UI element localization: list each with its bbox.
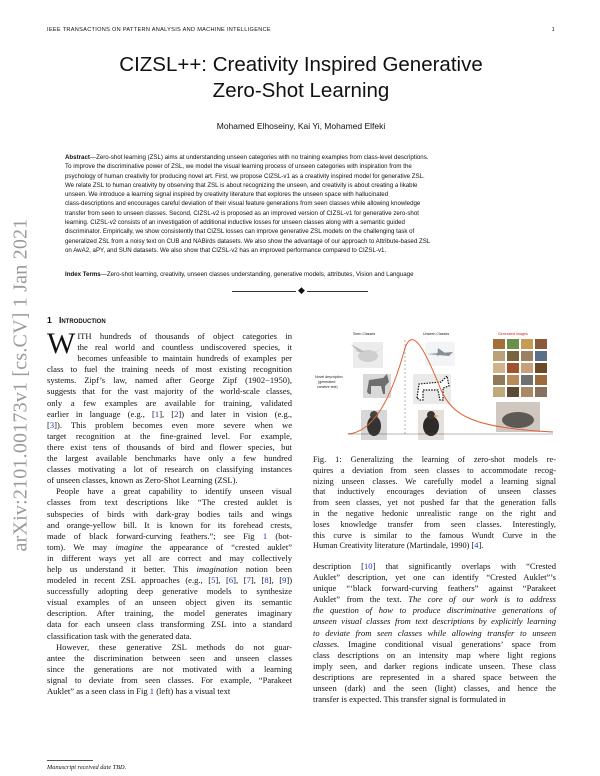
body-text-line: signal to deviate from seen classes. For example, “Parakeet	[47, 674, 292, 685]
body-text-line: Auklet” as a seen class in Fig 1 (left) has a visual text	[47, 686, 231, 696]
body-text-line: Auklet” description, yet one can identify “Crested Auklet”’s	[313, 572, 556, 583]
caption-line: this curve is similar to the famous Wundt Curve in the	[313, 530, 556, 540]
body-text-line: to deviate from seen classes while allowing transfer to unseen	[313, 627, 556, 638]
abstract-line: generalized ZSL from a noisy text on CUB and NABirds datasets. We also show the advantage of our approach to Attribute-based ZSL	[65, 237, 431, 245]
running-head	[47, 27, 555, 33]
body-text-line: systems. Zipf’s law, named after George Zipf (1902−1950),	[47, 375, 292, 386]
body-text-line: of unseen classes, known as Zero-Shot Learning (ZSL).	[47, 475, 238, 486]
caption-line: in the negative hedonic unrealistic range on the right and	[313, 508, 556, 518]
abstract-line: transfer from seen to unseen classes. Second, CIZSL-v2 is proposed as an improved version of CIZSL-v1 for generative zero-shot	[65, 209, 419, 217]
body-text-line: unseen (dark) and the seen (light) classes, and hence the	[313, 683, 556, 694]
left-column	[47, 327, 293, 697]
bird-image-seen-2	[361, 410, 387, 440]
abstract	[65, 153, 537, 255]
body-text-line: class descriptions on an intensity map where light regions	[313, 649, 556, 660]
author-list: Mohamed Elhoseiny, Kai Yi, Mohamed Elfeki	[216, 121, 386, 131]
zebra-image	[413, 374, 451, 404]
body-text-line: suggests that for the vast majority of the world-scale classes,	[47, 386, 292, 397]
section-title: Introduction	[58, 315, 106, 325]
bird-image-unseen	[418, 410, 444, 440]
paper-title	[47, 52, 555, 104]
body-text-line: in different ways yet all are correct and may collectively	[47, 552, 292, 563]
body-text-line: becomes unfeasible to maintain hundreds of examples per	[77, 353, 292, 364]
body-text-line: classification task with the generated data.	[47, 630, 192, 641]
body-text-line: descriptions are represented in a shared space between the	[313, 671, 556, 682]
body-text-line: there exist tens of thousands of bird and flower species, but	[47, 441, 292, 452]
abstract-line: psychology of human creativity for producing novel art. First, we propose CIZSL-v1 as a creativity inspired model for generative ZSL.	[65, 172, 425, 180]
title-line-1: CIZSL++: Creativity Inspired Generative	[119, 53, 483, 76]
body-text-line: visual examples of an unseen object given its semantic	[47, 597, 292, 608]
caption-line: Fig. 1: Generalizing the learning of zero-shot models re-	[313, 455, 556, 464]
figure-label-seen: Seen Classes	[353, 332, 376, 336]
body-text-line: the real world and countless undiscovered species, it	[77, 342, 292, 353]
body-text-line: unique “‘black forward-curving feathers” against “Parakeet	[313, 583, 556, 594]
body-text-line: modeled in recent ZSL approaches (e.g., [5], [6], [7], [8], [9])	[47, 575, 293, 586]
abstract-line: To improve the discriminative power of ZSL, we model the visual learning process of unseen categories with inspiration from the	[65, 163, 412, 171]
index-terms-text: —Zero-shot learning, creativity, unseen classes understanding, generative models, attributes, Vision and Language	[100, 271, 414, 278]
caption-line: Human Creativity literature (Martindale, 1990) [4].	[313, 541, 484, 551]
body-text-line: imply seen, and darker regions indicate unseen. These class	[313, 660, 556, 671]
arxiv-stamp	[6, 185, 36, 585]
body-text-line: and orange-yellow bill. It is known for its forehead crests,	[47, 519, 292, 530]
footnote: Manuscript received date TBD.	[47, 764, 127, 771]
body-text-line: antee the discrimination between seen and unseen classes	[47, 652, 292, 663]
abstract-line: Abstract—Zero-shot learning (ZSL) aims at understanding unseen categories with no training examples from class-level descriptions.	[65, 154, 429, 161]
body-text-line: [3]). This problem becomes even more severe when we	[47, 419, 292, 430]
caption-line: nizing unseen classes. We carefully model a learning signal	[313, 476, 556, 486]
generated-image-grid	[493, 339, 547, 397]
body-text-line: the largest available benchmarks have only a few hundred	[47, 453, 292, 464]
body-text-line: help us understand it better. This imagination notion been	[47, 563, 292, 574]
figure-1-graphic	[313, 330, 556, 442]
body-text-line: transfer is expected. This transfer signal is formulated in	[313, 694, 506, 705]
body-text-line: description [10] that significantly overlaps with “Crested	[313, 561, 557, 571]
body-text-line: target recognition at the fine-grained level. For example,	[47, 430, 292, 441]
abstract-line: unseen. We introduce a learning signal inspired by creativity literature that explores the unseen space with hallucinated	[65, 191, 389, 199]
caption-line: quires a deviation from seen classes to accommodate recog-	[313, 465, 556, 475]
section-heading	[47, 315, 106, 325]
abstract-line: on AwA2, aPY, and SUN datasets. We also show that CIZSL-v2 has an improved performance compared to CIZSL-v1.	[65, 246, 387, 254]
horse-image	[363, 374, 391, 398]
body-text-line: successfully adopting deep generative models to synthesize	[47, 586, 292, 597]
figure-label-generated: Generated Images	[498, 332, 528, 336]
caption-line: from seen classes, yet not pushed far that the generation falls	[313, 498, 556, 508]
index-terms-label: Index Terms	[65, 271, 101, 278]
body-text-line: Auklet” from the text. The core of our work is to address	[313, 594, 556, 605]
figure-side-label: creative text)	[317, 385, 338, 389]
abstract-label: Abstract	[65, 154, 90, 161]
page-number: 1	[551, 27, 555, 33]
body-text-line: earlier in language (e.g., [1], [2]) and later in vision (e.g.,	[47, 408, 292, 419]
journal-name: IEEE TRANSACTIONS ON PATTERN ANALYSIS AND MACHINE INTELLIGENCE	[47, 27, 271, 33]
body-text-line: classes from text descriptions like “The crested auklet is	[47, 497, 292, 508]
body-text-line: made of black forward-curving feathers.”; see Fig 1 (bot-	[47, 530, 292, 541]
abstract-line: learning. CIZSL-v2 consists of an investigation of additional inductive losses for unseen classes along with a semantic guided	[65, 219, 405, 227]
body-text-line: classes. Imagine conditional visual generations’ space from	[313, 638, 556, 649]
bird-image-seen-1	[351, 342, 385, 368]
body-text-line: People have a great capability to identify unseen visual	[56, 486, 292, 497]
body-text-line: class to fuel the training needs of most existing recognition	[47, 364, 292, 375]
body-text-line: subspecies of birds with dark-gray bodies tails and wings	[47, 508, 292, 519]
body-text-line: However, these generative ZSL methods do not guar-	[56, 641, 292, 652]
abstract-line: class-descriptions and encourages careful deviation of their visual feature generations from seen classes while allowing knowledge	[65, 200, 421, 208]
abstract-line: discriminator. Empirically, we show consistently that CIZSL losses can improve generative ZSL models on the challenging task of	[65, 228, 415, 236]
footnote-rule	[47, 760, 93, 761]
drop-cap: W	[47, 327, 76, 360]
body-text-line: the question of how to produce discriminative generations of	[313, 605, 556, 616]
divider-diamond-icon: ◆	[298, 286, 305, 296]
caption-line: loses knowledge transfer from seen classes. Interestingly,	[313, 519, 556, 529]
figure-label-unseen: Unseen Classes	[423, 332, 450, 336]
index-terms	[65, 270, 537, 279]
abstract-line: We relate ZSL to human creativity by observing that ZSL is about recognizing the unseen, and creativity is about creating a likable	[65, 181, 418, 189]
body-text-line: unseen visual classes from text descriptions by explicitly learning	[313, 616, 556, 627]
figure-1	[313, 330, 556, 442]
arxiv-id: arXiv:2101.00173v1 [cs.CV] 1 Jan 2021	[9, 218, 32, 552]
right-column	[313, 561, 556, 705]
body-text-line: classes motivating a lot of research on classifying instances	[47, 464, 292, 475]
figure-caption	[313, 455, 556, 552]
body-text-line: tom). We may imagine the appearance of “crested auklet”	[47, 541, 292, 552]
section-number: 1	[47, 315, 52, 325]
figure-side-label: (generated	[318, 380, 336, 384]
body-text-line: data for each unseen class transforming ZSL into a standard	[47, 619, 292, 630]
body-text-line: ITH hundreds of thousands of object categories in	[77, 331, 292, 341]
title-line-2: Zero-Shot Learning	[212, 79, 390, 102]
caption-line: that inductively encourages deviation of unseen classes	[313, 487, 556, 497]
body-text-line: since the generations are not motivated with a learning	[47, 663, 292, 674]
body-text-line: only a few examples are available for training, validated	[47, 397, 292, 408]
figure-side-label: Novel description	[315, 375, 343, 379]
body-text-line: description. After training, the model generates imaginary	[47, 608, 292, 619]
